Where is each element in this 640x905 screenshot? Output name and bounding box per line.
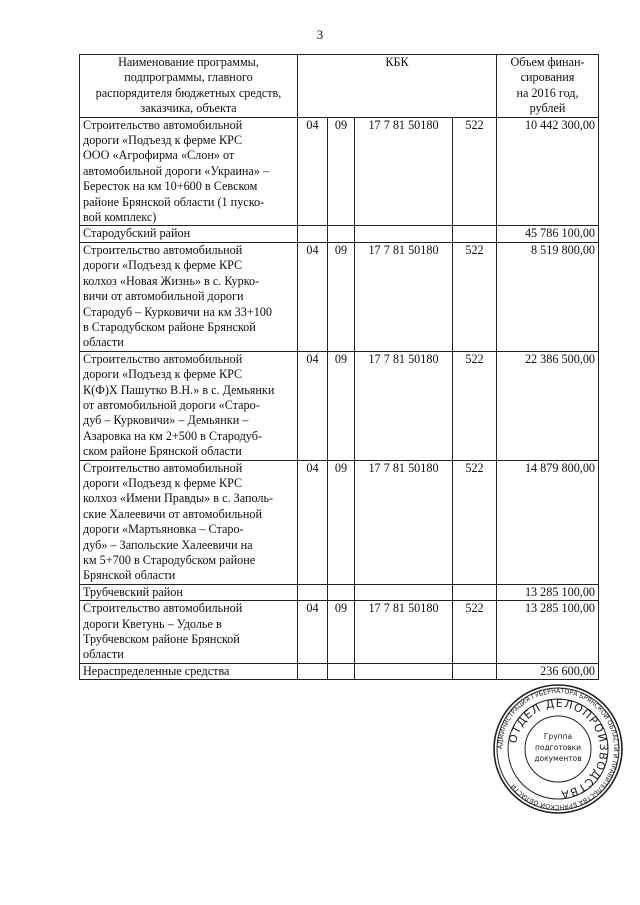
kbk-target xyxy=(355,663,453,679)
table-body xyxy=(80,117,599,680)
kbk-target: 17 7 81 50180 xyxy=(355,242,453,351)
row-name: Нераспределенные средства xyxy=(80,663,298,679)
stamp-center-line: документов xyxy=(534,754,582,763)
office-stamp xyxy=(492,683,624,815)
row-amount: 14 879 800,00 xyxy=(497,460,599,584)
kbk-target: 17 7 81 50180 xyxy=(355,460,453,584)
kbk-section xyxy=(298,226,328,242)
kbk-subsection: 09 xyxy=(328,460,355,584)
kbk-target: 17 7 81 50180 xyxy=(355,601,453,664)
kbk-section xyxy=(298,584,328,600)
header-amount: Объем финан- сирования на 2016 год, рублей xyxy=(497,55,599,118)
page-number: 3 xyxy=(316,27,324,42)
header-kbk: КБК xyxy=(298,55,497,118)
district-row xyxy=(80,226,599,242)
row-name: Строительство автомобильной дороги «Подъезд к ферме КРС колхоз «Новая Жизнь» в с. Курко- вичи от автомобильной дороги Стародуб – Курковичи на км 33+100 в Стародубском районе Брянской области xyxy=(80,242,298,351)
kbk-expense-type: 522 xyxy=(453,242,497,351)
row-amount: 45 786 100,00 xyxy=(497,226,599,242)
kbk-subsection: 09 xyxy=(328,601,355,664)
row-amount: 22 386 500,00 xyxy=(497,351,599,460)
kbk-expense-type: 522 xyxy=(453,117,497,226)
district-row xyxy=(80,663,599,679)
kbk-expense-type xyxy=(453,226,497,242)
row-name: Строительство автомобильной дороги «Подъезд к ферме КРС колхоз «Имени Правды» в с. Заполь- ские Халеевичи от автомобильной дороги «Мартьяновка – Старо- дуб» – Запольские Халеевичи на км 5+700 в Стародубском районе Брянской области xyxy=(80,460,298,584)
kbk-subsection xyxy=(328,663,355,679)
kbk-expense-type: 522 xyxy=(453,460,497,584)
kbk-section: 04 xyxy=(298,460,328,584)
object-row xyxy=(80,351,599,460)
row-name: Строительство автомобильной дороги «Подъезд к ферме КРС ООО «Агрофирма «Слон» от автомобильной дороги «Украина» – Бересток на км 10+600 в Севском районе Брянской области (1 пуско- вой комплекс) xyxy=(80,117,298,226)
kbk-target: 17 7 81 50180 xyxy=(355,351,453,460)
kbk-subsection: 09 xyxy=(328,351,355,460)
row-name: Строительство автомобильной дороги Кветунь – Удолье в Трубчевском районе Брянской области xyxy=(80,601,298,664)
row-name: Строительство автомобильной дороги «Подъезд к ферме КРС К(Ф)Х Пашутко В.Н.» в с. Демьянки от автомобильной дороги «Старо- дуб – Курковичи» – Демьянки – Азаровка на км 2+500 в Стародуб- ском районе Брянской области xyxy=(80,351,298,460)
kbk-subsection xyxy=(328,226,355,242)
row-name: Стародубский район xyxy=(80,226,298,242)
row-amount: 13 285 100,00 xyxy=(497,601,599,664)
kbk-expense-type xyxy=(453,663,497,679)
row-name: Трубчевский район xyxy=(80,584,298,600)
stamp-center-line: Группа xyxy=(543,732,573,741)
kbk-target: 17 7 81 50180 xyxy=(355,117,453,226)
stamp-center-line: подготовки xyxy=(535,743,581,752)
stamp-outer-text: АДМИНИСТРАЦИЯ ГУБЕРНАТОРА БРЯНСКОЙ ОБЛАСТИ И ПРАВИТЕЛЬСТВА БРЯНСКОЙ ОБЛАСТИ xyxy=(496,687,620,811)
kbk-expense-type xyxy=(453,584,497,600)
kbk-section: 04 xyxy=(298,351,328,460)
district-row xyxy=(80,584,599,600)
kbk-subsection: 09 xyxy=(328,117,355,226)
kbk-expense-type: 522 xyxy=(453,601,497,664)
kbk-section: 04 xyxy=(298,117,328,226)
kbk-subsection xyxy=(328,584,355,600)
object-row xyxy=(80,117,599,226)
budget-table xyxy=(79,54,599,680)
object-row xyxy=(80,242,599,351)
kbk-section: 04 xyxy=(298,601,328,664)
kbk-expense-type: 522 xyxy=(453,351,497,460)
kbk-target xyxy=(355,226,453,242)
object-row xyxy=(80,460,599,584)
row-amount: 13 285 100,00 xyxy=(497,584,599,600)
kbk-target xyxy=(355,584,453,600)
object-row xyxy=(80,601,599,664)
row-amount: 8 519 800,00 xyxy=(497,242,599,351)
row-amount: 236 600,00 xyxy=(497,663,599,679)
kbk-section xyxy=(298,663,328,679)
stamp-middle-text: ОТДЕЛ ДЕЛОПРОИЗВОДСТВА xyxy=(506,696,611,802)
header-name: Наименование программы, подпрограммы, главного распорядителя бюджетных средств, заказчика, объекта xyxy=(80,55,298,118)
table-header-row xyxy=(80,55,599,118)
kbk-section: 04 xyxy=(298,242,328,351)
kbk-subsection: 09 xyxy=(328,242,355,351)
row-amount: 10 442 300,00 xyxy=(497,117,599,226)
